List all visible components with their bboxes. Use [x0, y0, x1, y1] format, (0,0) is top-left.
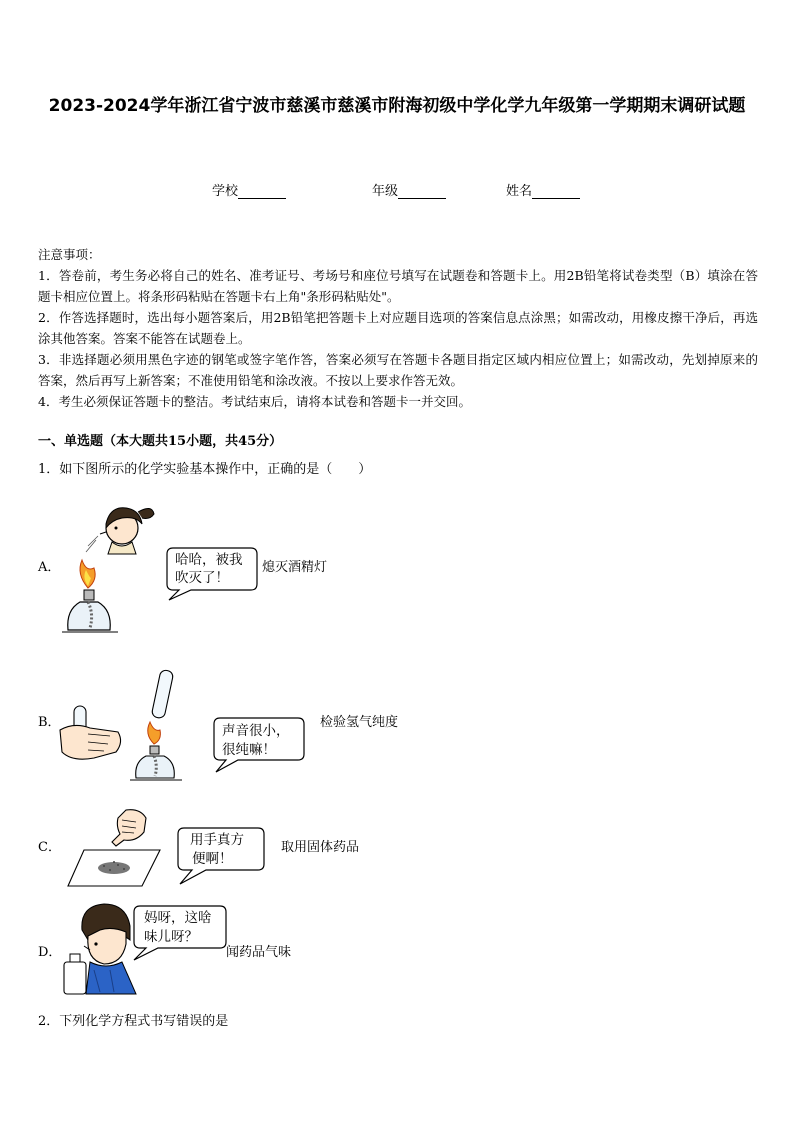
- notice-heading: 注意事项：: [38, 247, 101, 262]
- bubble-a-line-1: 哈哈，被我: [175, 552, 243, 568]
- speech-bubble-c: [176, 826, 268, 886]
- bubble-b-line-1: 声音很小，: [222, 723, 290, 739]
- name-blank[interactable]: [532, 185, 580, 199]
- boy-smelling-bottle-illustration: [60, 900, 140, 996]
- exam-title: 2023-2024学年浙江省宁波市慈溪市慈溪市附海初级中学化学九年级第一学期期末调研试题: [48, 96, 746, 116]
- option-c-description: 取用固体药品: [281, 840, 360, 855]
- speech-bubble-b: [212, 716, 307, 774]
- option-d-description: 闻药品气味: [226, 945, 292, 960]
- bubble-d-line-1: 妈呀，这啥: [144, 910, 212, 926]
- speech-bubble-a: [165, 546, 260, 604]
- option-b-letter[interactable]: B．: [38, 715, 61, 730]
- grade-blank[interactable]: [398, 185, 446, 199]
- question-2-stem: 2．下列化学方程式书写错误的是: [38, 1014, 229, 1029]
- notice-block: [38, 244, 758, 412]
- hand-picking-powder-illustration: [66, 806, 166, 890]
- notice-item: 3．非选择题必须用黑色字迹的钢笔或签字笔作答，答案必须写在答题卡各题目指定区域内相应位置上；如需改动，先划掉原来的答案，然后再写上新答案；不准使用铅笔和涂改液。不按以上要求作答无效。: [38, 352, 758, 388]
- option-a-letter[interactable]: A．: [38, 560, 61, 575]
- school-field[interactable]: [212, 180, 286, 199]
- option-c-letter[interactable]: C．: [38, 840, 61, 855]
- notice-item: 1．答卷前，考生务必将自己的姓名、准考证号、考场号和座位号填写在试题卷和答题卡上。用2B铅笔将试卷类型（B）填涂在答题卡相应位置上。将条形码粘贴在答题卡右上角"条形码粘贴处"。: [38, 268, 758, 304]
- grade-field[interactable]: [372, 180, 446, 199]
- option-a-description: 熄灭酒精灯: [262, 560, 328, 575]
- notice-item: 2．作答选择题时，选出每小题答案后，用2B铅笔把答题卡上对应题目选项的答案信息点涂黑；如需改动，用橡皮擦干净后，再选涂其他答案。答案不能答在试题卷上。: [38, 310, 758, 346]
- name-field[interactable]: [506, 180, 580, 199]
- question-1-stem: 1．如下图所示的化学实验基本操作中，正确的是（ ）: [38, 462, 372, 477]
- bubble-c-line-2: 便啊！: [192, 851, 233, 867]
- school-label: 学校: [212, 184, 239, 199]
- hand-test-tube-lamp-illustration: [58, 668, 188, 783]
- school-blank[interactable]: [238, 185, 286, 199]
- section-heading: 一、单选题（本大题共15小题，共45分）: [38, 434, 283, 449]
- grade-label: 年级: [372, 184, 399, 199]
- option-b-description: 检验氢气纯度: [320, 715, 399, 730]
- bubble-d-line-2: 味儿呀？: [144, 929, 198, 945]
- name-label: 姓名: [506, 184, 533, 199]
- speech-bubble-d: [132, 904, 228, 962]
- girl-blowing-lamp-illustration: [60, 498, 160, 638]
- bubble-a-line-2: 吹灭了！: [175, 570, 229, 586]
- notice-item: 4．考生必须保证答题卡的整洁。考试结束后，请将本试卷和答题卡一并交回。: [38, 394, 471, 409]
- bubble-c-line-1: 用手真方: [190, 832, 244, 848]
- bubble-b-line-2: 很纯嘛！: [222, 742, 276, 758]
- option-d-letter[interactable]: D．: [38, 945, 62, 960]
